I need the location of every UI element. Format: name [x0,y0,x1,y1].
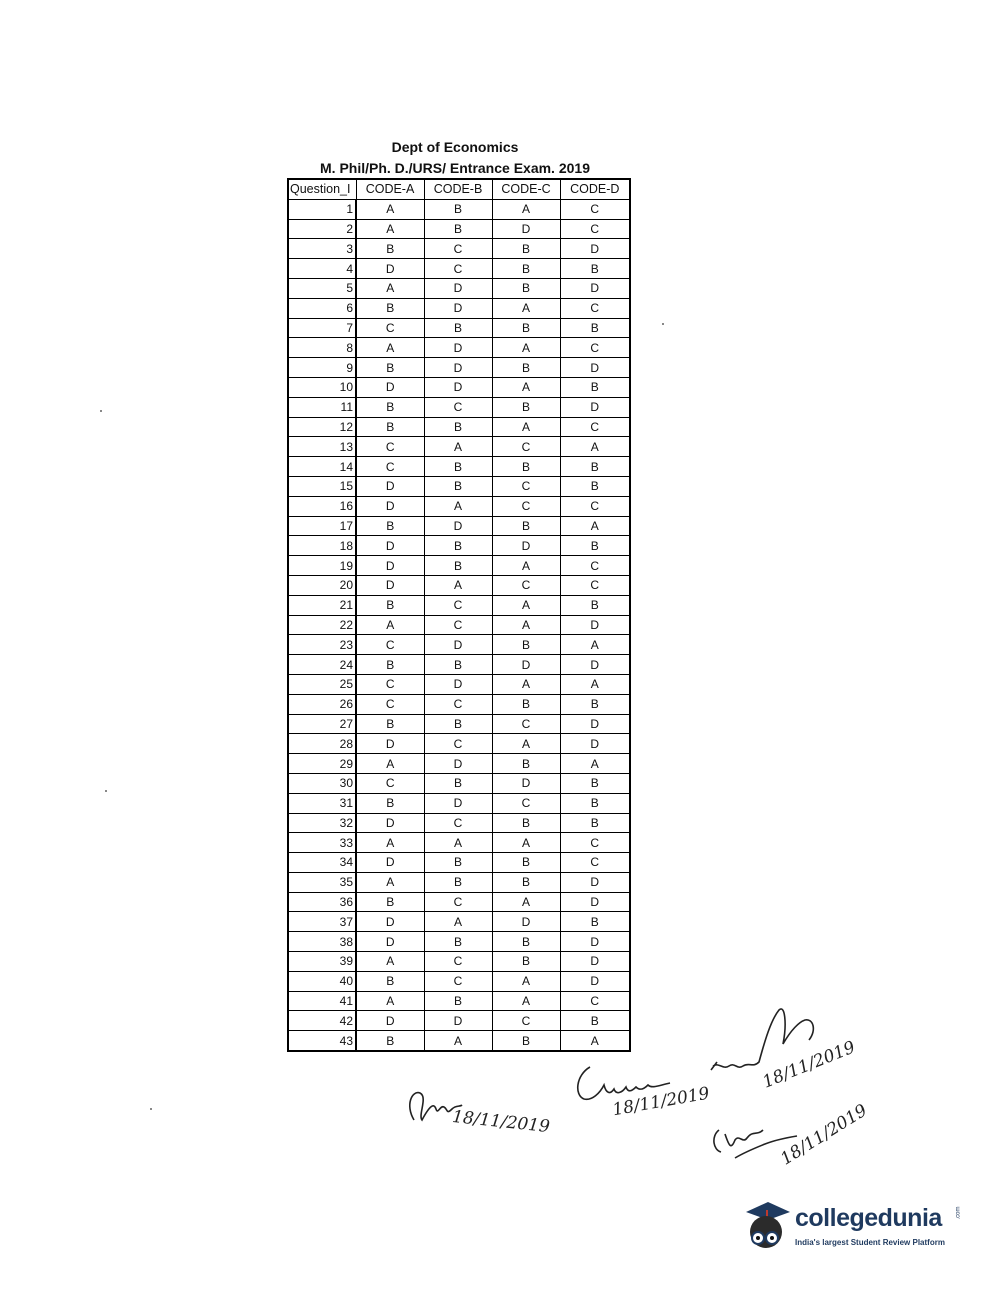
answer-cell: C [424,694,492,714]
answer-cell: C [492,496,560,516]
answer-cell: B [560,318,630,338]
answer-cell: D [356,912,424,932]
answer-cell: B [560,773,630,793]
answer-cell: A [560,674,630,694]
answer-cell: A [492,674,560,694]
answer-cell: D [424,278,492,298]
question-number-cell: 30 [288,773,356,793]
answer-cell: C [560,833,630,853]
answer-cell: B [424,872,492,892]
question-number-cell: 8 [288,338,356,358]
answer-cell: D [356,556,424,576]
answer-cell: D [560,952,630,972]
question-number-cell: 16 [288,496,356,516]
answer-cell: B [356,714,424,734]
answer-cell: C [424,734,492,754]
mascot-icon [738,1198,794,1258]
answer-cell: B [492,457,560,477]
answer-cell: C [424,952,492,972]
answer-cell: B [492,358,560,378]
question-number-cell: 15 [288,476,356,496]
signature-4-date: 18/11/2019 [777,1100,871,1170]
answer-cell: A [492,338,560,358]
answer-cell: D [424,298,492,318]
table-row [288,932,630,952]
answer-cell: B [492,813,560,833]
answer-cell: A [424,575,492,595]
answer-cell: B [424,318,492,338]
answer-cell: C [492,1011,560,1031]
answer-cell: A [492,377,560,397]
answer-cell: C [560,219,630,239]
question-number-cell: 40 [288,971,356,991]
answer-cell: B [492,397,560,417]
collegedunia-watermark [738,1198,968,1258]
table-row [288,219,630,239]
question-number-cell: 9 [288,358,356,378]
answer-cell: B [356,298,424,318]
answer-cell: A [560,754,630,774]
table-row [288,417,630,437]
answer-cell: D [492,912,560,932]
answer-cell: C [560,496,630,516]
table-row [288,793,630,813]
answer-cell: A [492,615,560,635]
answer-cell: B [560,476,630,496]
table-row [288,358,630,378]
answer-cell: D [560,892,630,912]
answer-cell: C [424,595,492,615]
answer-cell: A [356,833,424,853]
answer-cell: B [424,991,492,1011]
answer-cell: D [356,259,424,279]
table-row [288,754,630,774]
question-number-cell: 5 [288,278,356,298]
answer-cell: B [424,417,492,437]
table-row [288,694,630,714]
signature-2-date: 18/11/2019 [611,1083,711,1121]
scan-speck [100,410,102,412]
scan-speck [150,1108,152,1110]
question-number-cell: 11 [288,397,356,417]
answer-cell: C [560,298,630,318]
question-number-cell: 23 [288,635,356,655]
answer-cell: D [356,536,424,556]
question-number-cell: 36 [288,892,356,912]
answer-cell: A [492,417,560,437]
answer-cell: D [560,278,630,298]
brand-tagline: India's largest Student Review Platform [795,1238,945,1247]
question-number-cell: 34 [288,853,356,873]
answer-cell: B [492,853,560,873]
answer-cell: B [560,536,630,556]
answer-cell: A [560,437,630,457]
answer-cell: A [492,971,560,991]
answer-cell: C [424,239,492,259]
answer-cell: B [424,932,492,952]
answer-cell: B [560,912,630,932]
answer-cell: D [560,932,630,952]
answer-cell: D [560,714,630,734]
answer-cell: B [424,714,492,734]
column-header: CODE-C [492,179,560,199]
answer-cell: C [492,476,560,496]
answer-cell: B [356,358,424,378]
answer-cell: B [560,813,630,833]
answer-cell: B [424,655,492,675]
question-number-cell: 35 [288,872,356,892]
answer-cell: D [424,793,492,813]
answer-cell: A [560,635,630,655]
answer-cell: D [356,377,424,397]
answer-cell: B [492,259,560,279]
table-row [288,437,630,457]
table-row [288,338,630,358]
table-row [288,1031,630,1051]
answer-cell: B [424,476,492,496]
answer-cell: D [424,1011,492,1031]
table-row [288,833,630,853]
answer-cell: B [356,239,424,259]
answer-cell: B [492,516,560,536]
question-number-cell: 19 [288,556,356,576]
answer-cell: B [424,773,492,793]
answer-cell: C [560,199,630,219]
answer-cell: B [492,754,560,774]
answer-cell: A [560,516,630,536]
table-row [288,655,630,675]
answer-cell: B [424,457,492,477]
answer-cell: D [492,536,560,556]
question-number-cell: 13 [288,437,356,457]
answer-cell: B [492,318,560,338]
question-number-cell: 37 [288,912,356,932]
answer-cell: B [356,417,424,437]
answer-cell: B [492,239,560,259]
answer-cell: A [356,219,424,239]
answer-cell: D [424,516,492,536]
scan-speck [662,323,664,325]
table-row [288,199,630,219]
table-row [288,892,630,912]
question-number-cell: 17 [288,516,356,536]
answer-cell: C [424,615,492,635]
question-number-cell: 28 [288,734,356,754]
column-header: CODE-B [424,179,492,199]
answer-cell: B [356,1031,424,1051]
answer-cell: D [356,575,424,595]
answer-cell: D [560,239,630,259]
answer-cell: B [492,694,560,714]
answer-cell: D [424,635,492,655]
answer-cell: C [356,457,424,477]
answer-cell: C [424,971,492,991]
answer-cell: D [356,932,424,952]
department-title: Dept of Economics [391,139,519,155]
answer-cell: A [356,872,424,892]
answer-cell: B [560,259,630,279]
question-number-cell: 24 [288,655,356,675]
answer-cell: A [492,833,560,853]
signature-1-date: 18/11/2019 [451,1106,551,1138]
brand-suffix: .com [955,1206,962,1220]
answer-cell: C [424,259,492,279]
question-number-cell: 7 [288,318,356,338]
question-number-cell: 3 [288,239,356,259]
question-number-cell: 20 [288,575,356,595]
table-row [288,516,630,536]
exam-title: M. Phil/Ph. D./URS/ Entrance Exam. 2019 [320,160,590,176]
answer-cell: B [424,853,492,873]
question-number-cell: 39 [288,952,356,972]
answer-cell: A [492,199,560,219]
table-row [288,872,630,892]
answer-cell: A [492,556,560,576]
answer-cell: B [356,516,424,536]
answer-cell: A [356,615,424,635]
answer-cell: D [356,853,424,873]
answer-cell: C [492,575,560,595]
table-row [288,239,630,259]
table-row [288,278,630,298]
answer-cell: C [560,853,630,873]
answer-cell: C [424,892,492,912]
answer-cell: A [424,496,492,516]
answer-cell: B [560,377,630,397]
question-number-cell: 21 [288,595,356,615]
question-number-cell: 2 [288,219,356,239]
answer-cell: C [356,694,424,714]
table-row [288,595,630,615]
answer-cell: B [492,932,560,952]
answer-cell: D [356,496,424,516]
table-row [288,615,630,635]
table-row [288,813,630,833]
answer-cell: C [560,575,630,595]
answer-cell: B [560,595,630,615]
answer-cell: B [424,219,492,239]
question-number-cell: 26 [288,694,356,714]
table-row [288,734,630,754]
question-number-cell: 18 [288,536,356,556]
answer-cell: C [560,556,630,576]
answer-cell: D [356,734,424,754]
table-row [288,298,630,318]
answer-cell: A [424,833,492,853]
answer-cell: A [424,912,492,932]
table-row [288,853,630,873]
question-number-cell: 42 [288,1011,356,1031]
answer-cell: A [356,278,424,298]
answer-cell: C [492,714,560,734]
column-header: CODE-D [560,179,630,199]
answer-cell: B [492,952,560,972]
question-number-cell: 33 [288,833,356,853]
answer-cell: C [356,635,424,655]
answer-cell: A [356,199,424,219]
question-number-cell: 4 [288,259,356,279]
answer-cell: B [356,971,424,991]
brand-name: collegedunia [795,1204,942,1232]
answer-cell: A [356,754,424,774]
table-row [288,674,630,694]
question-number-cell: 38 [288,932,356,952]
question-number-cell: 10 [288,377,356,397]
table-row [288,318,630,338]
answer-cell: B [492,635,560,655]
table-row [288,259,630,279]
answer-cell: B [560,457,630,477]
answer-cell: C [492,437,560,457]
answer-cell: C [560,417,630,437]
table-header-row [288,179,630,199]
answer-cell: B [356,793,424,813]
answer-cell: D [424,358,492,378]
answer-cell: C [560,338,630,358]
table-row [288,397,630,417]
answer-cell: D [560,872,630,892]
question-number-cell: 25 [288,674,356,694]
table-row [288,457,630,477]
answer-cell: D [560,397,630,417]
answer-cell: D [492,655,560,675]
question-number-cell: 14 [288,457,356,477]
answer-cell: B [424,556,492,576]
answer-cell: D [560,615,630,635]
answer-cell: B [560,1011,630,1031]
table-row [288,971,630,991]
answer-key-table [287,178,631,1052]
answer-cell: B [356,892,424,912]
answer-cell: C [356,674,424,694]
answer-cell: C [560,991,630,1011]
question-number-cell: 31 [288,793,356,813]
answer-cell: A [492,991,560,1011]
answer-cell: B [424,536,492,556]
table-row [288,476,630,496]
answer-cell: D [560,971,630,991]
answer-cell: A [492,298,560,318]
answer-cell: B [356,397,424,417]
table-row [288,773,630,793]
answer-cell: B [560,694,630,714]
question-number-cell: 27 [288,714,356,734]
answer-cell: D [560,655,630,675]
table-row [288,912,630,932]
answer-cell: B [424,199,492,219]
answer-cell: A [424,437,492,457]
answer-cell: D [356,1011,424,1031]
question-number-cell: 1 [288,199,356,219]
answer-cell: A [356,952,424,972]
answer-cell: B [492,872,560,892]
table-row [288,556,630,576]
answer-cell: B [356,655,424,675]
answer-cell: C [356,318,424,338]
question-number-cell: 29 [288,754,356,774]
answer-cell: B [356,595,424,615]
table-row [288,496,630,516]
answer-cell: A [492,595,560,615]
answer-cell: C [356,437,424,457]
question-number-cell: 6 [288,298,356,318]
answer-cell: D [424,377,492,397]
answer-cell: C [356,773,424,793]
answer-cell: C [424,397,492,417]
answer-cell: B [492,278,560,298]
table-row [288,575,630,595]
table-row [288,635,630,655]
answer-cell: D [492,773,560,793]
answer-cell: C [424,813,492,833]
answer-cell: D [560,358,630,378]
answer-cell: D [356,476,424,496]
question-number-cell: 41 [288,991,356,1011]
table-row [288,991,630,1011]
answer-cell: C [492,793,560,813]
table-row [288,377,630,397]
answer-cell: D [560,734,630,754]
question-number-cell: 22 [288,615,356,635]
answer-cell: D [356,813,424,833]
table-row [288,1011,630,1031]
signature-3-date: 18/11/2019 [759,1037,859,1093]
answer-cell: B [492,1031,560,1051]
answer-cell: D [424,338,492,358]
question-number-cell: 43 [288,1031,356,1051]
answer-cell: A [356,991,424,1011]
answer-cell: A [356,338,424,358]
table-row [288,714,630,734]
answer-cell: A [492,734,560,754]
scan-speck [105,790,107,792]
table-row [288,952,630,972]
answer-cell: D [492,219,560,239]
answer-cell: D [424,754,492,774]
answer-cell: D [424,674,492,694]
answer-cell: A [560,1031,630,1051]
question-number-cell: 12 [288,417,356,437]
column-header: Question_I [288,179,356,199]
question-number-cell: 32 [288,813,356,833]
answer-cell: A [424,1031,492,1051]
table-row [288,536,630,556]
column-header: CODE-A [356,179,424,199]
answer-cell: A [492,892,560,912]
answer-cell: B [560,793,630,813]
